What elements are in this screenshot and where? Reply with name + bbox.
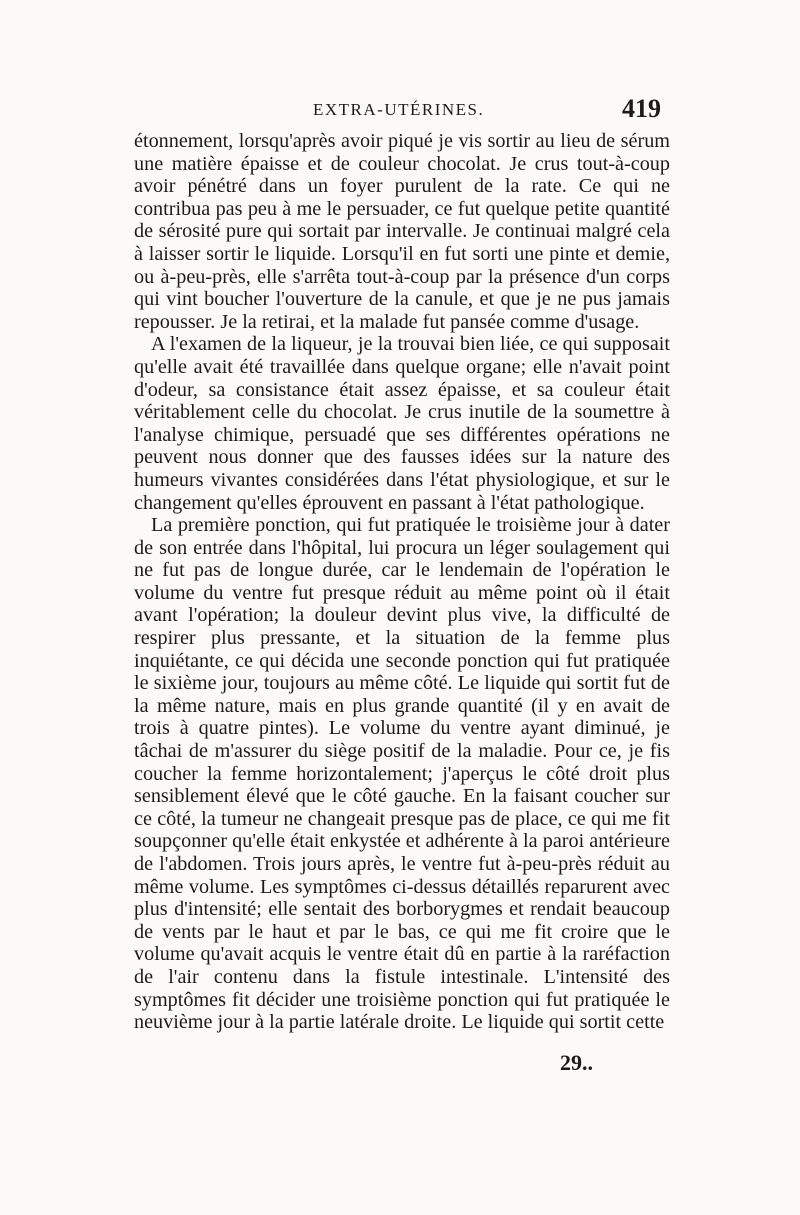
body-text (134, 130, 670, 1034)
paragraph-first-puncture: La première ponction, qui fut pratiquée le troisième jour à dater de son entrée dans l'hôpital, lui procura un léger soulagement qui ne fut pas de longue durée, car le lendemain de l'opération le volume du ventre fut presque réduit au même point où il était avant l'opération; la douleur devint plus vive, la difficulté de respirer plus pressante, et la situation de la femme plus inquiétante, ce qui décida une seconde ponction qui fut pratiquée le sixième jour, toujours au même côté. Le liquide qui sortit fut de la même nature, mais en plus grande quantité (il y en avait de trois à quatre pintes). Le volume du ventre ayant diminué, je tâchai de m'assurer du siège positif de la maladie. Pour ce, je fis coucher la femme horizontalement; j'aperçus le côté droit plus sensiblement élevé que le côté gauche. En la faisant coucher sur ce côté, la tumeur ne changeait presque pas de place, ce qui me fit soupçonner qu'elle était enkystée et adhérente à la paroi antérieure de l'abdomen. Trois jours après, le ventre fut à-peu-près réduit au même volume. Les symptômes ci-dessus détaillés reparurent avec plus d'intensité; elle sentait des borborygmes et rendait beaucoup de vents par le haut et par le bas, ce qui me fit croire que le volume qu'avait acquis le ventre était dû en partie à la raréfaction de l'air contenu dans la fistule intestinale. L'intensité des symptômes fit décider une troisième ponction qui fut pratiquée le neuvième jour à la partie latérale droite. Le liquide qui sortit cette (134, 514, 670, 1034)
paragraph-continuation: étonnement, lorsqu'après avoir piqué je vis sortir au lieu de sérum une matière épaisse et de couleur chocolat. Je crus tout-à-coup avoir pénétré dans un foyer purulent de la rate. Ce qui ne contribua pas peu à me le persuader, ce fut quelque petite quantité de sérosité pure qui sortait par intervalle. Je continuai malgré cela à laisser sortir le liquide. Lorsqu'il en fut sorti une pinte et demie, ou à-peu-près, elle s'arrêta tout-à-coup par la présence d'un corps qui vint boucher l'ouverture de la canule, et que je ne pus jamais repousser. Je la retirai, et la malade fut pansée comme d'usage. (134, 130, 670, 333)
paragraph-liquor-examination: A l'examen de la liqueur, je la trouvai bien liée, ce qui supposait qu'elle avait été travaillée dans quelque organe; elle n'avait point d'odeur, sa consistance était assez épaisse, et sa couleur était véritablement celle du chocolat. Je crus inutile de la soumettre à l'analyse chimique, persuadé que ses différentes opérations ne peuvent nous donner que des fausses idées sur la nature des humeurs vivantes considérées dans l'état physiologique, et sur le changement qu'elles éprouvent en passant à l'état pathologique. (134, 333, 670, 514)
page-number: 419 (622, 94, 661, 123)
running-title: EXTRA-UTÉRINES. (313, 100, 485, 119)
signature-mark: 29.. (560, 1050, 593, 1075)
page-header (133, 96, 661, 126)
